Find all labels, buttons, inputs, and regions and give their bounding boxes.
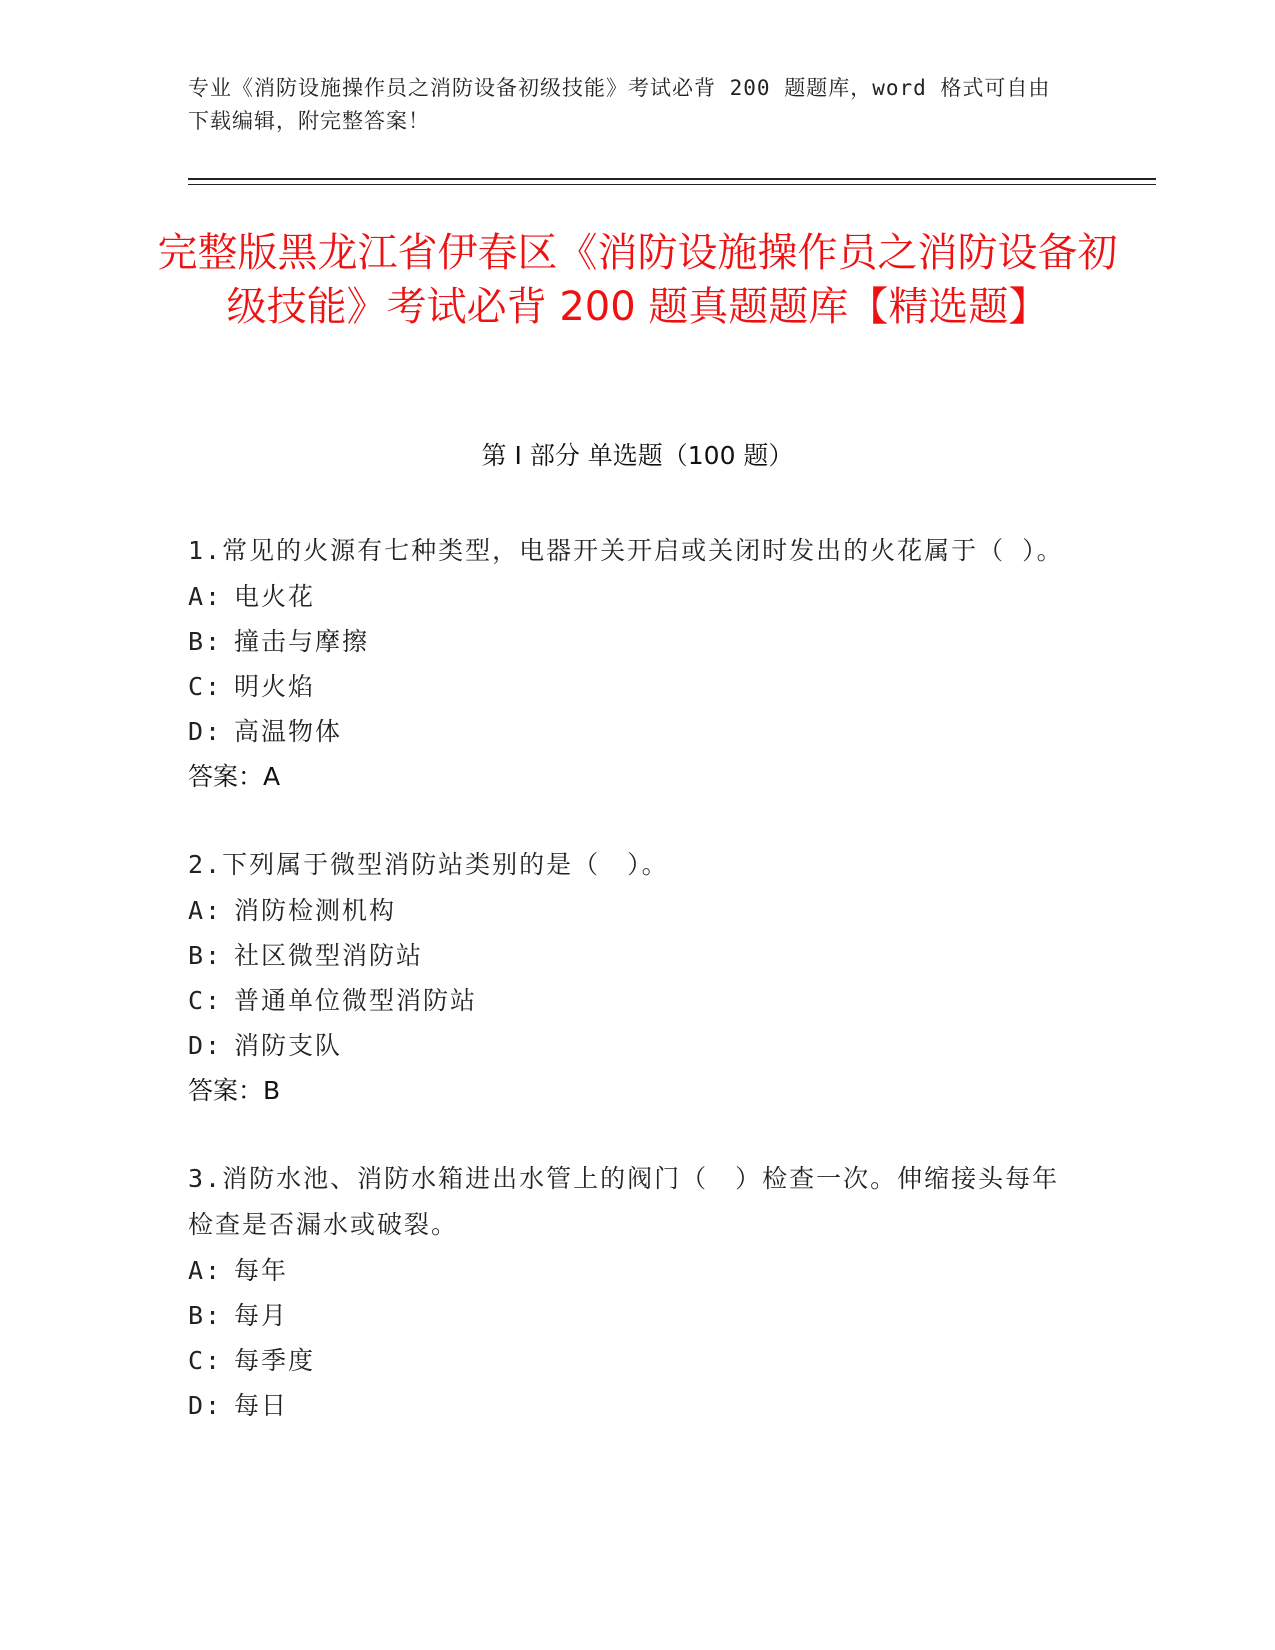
header-divider-thick: [188, 178, 1156, 180]
option-letter: D:: [188, 1391, 223, 1420]
option-d: [188, 1023, 1068, 1068]
option-text: 明火焰: [234, 672, 316, 701]
option-d: [188, 709, 1068, 754]
option-text: 每月: [234, 1301, 289, 1330]
question-3: [188, 1156, 1068, 1428]
option-text: 每季度: [234, 1346, 316, 1375]
option-b: [188, 1293, 1068, 1338]
option-letter: B:: [188, 941, 223, 970]
option-text: 普通单位微型消防站: [234, 986, 478, 1015]
option-a: [188, 574, 1068, 619]
header-divider-thin: [188, 184, 1156, 185]
question-list: [188, 528, 1068, 1470]
option-text: 消防支队: [234, 1031, 343, 1060]
option-b: [188, 619, 1068, 664]
option-c: [188, 664, 1068, 709]
option-letter: A:: [188, 896, 223, 925]
answer-line: 答案：A: [188, 762, 281, 791]
option-letter: D:: [188, 717, 223, 746]
option-letter: C:: [188, 986, 223, 1015]
option-text: 社区微型消防站: [234, 941, 424, 970]
option-letter: D:: [188, 1031, 223, 1060]
option-text: 撞击与摩擦: [234, 627, 370, 656]
answer-line: 答案：B: [188, 1076, 281, 1105]
option-c: [188, 1338, 1068, 1383]
option-letter: A:: [188, 582, 223, 611]
header-note: 专业《消防设施操作员之消防设备初级技能》考试必背 200 题题库，word 格式可自由下载编辑，附完整答案！: [188, 76, 1051, 133]
option-a: [188, 1248, 1068, 1293]
option-text: 电火花: [234, 582, 316, 611]
question-1: [188, 528, 1068, 800]
question-stem: 1.常见的火源有七种类型，电器开关开启或关闭时发出的火花属于（ ）。: [188, 536, 1064, 565]
option-letter: B:: [188, 627, 223, 656]
option-letter: C:: [188, 672, 223, 701]
option-letter: A:: [188, 1256, 223, 1285]
document-title: 完整版黑龙江省伊春区《消防设施操作员之消防设备初级技能》考试必背 200 题真题题库【精选题】: [157, 230, 1118, 330]
option-text: 高温物体: [234, 717, 343, 746]
option-text: 每年: [234, 1256, 289, 1285]
option-b: [188, 933, 1068, 978]
option-letter: C:: [188, 1346, 223, 1375]
question-stem: 2.下列属于微型消防站类别的是（ ）。: [188, 850, 669, 879]
question-stem: 3.消防水池、消防水箱进出水管上的阀门（ ）检查一次。伸缩接头每年检查是否漏水或破裂。: [188, 1164, 1060, 1239]
question-2: [188, 842, 1068, 1114]
section-heading: 第 I 部分 单选题（100 题）: [481, 441, 794, 470]
option-c: [188, 978, 1068, 1023]
option-text: 每日: [234, 1391, 289, 1420]
option-letter: B:: [188, 1301, 223, 1330]
option-a: [188, 888, 1068, 933]
option-d: [188, 1383, 1068, 1428]
option-text: 消防检测机构: [234, 896, 397, 925]
